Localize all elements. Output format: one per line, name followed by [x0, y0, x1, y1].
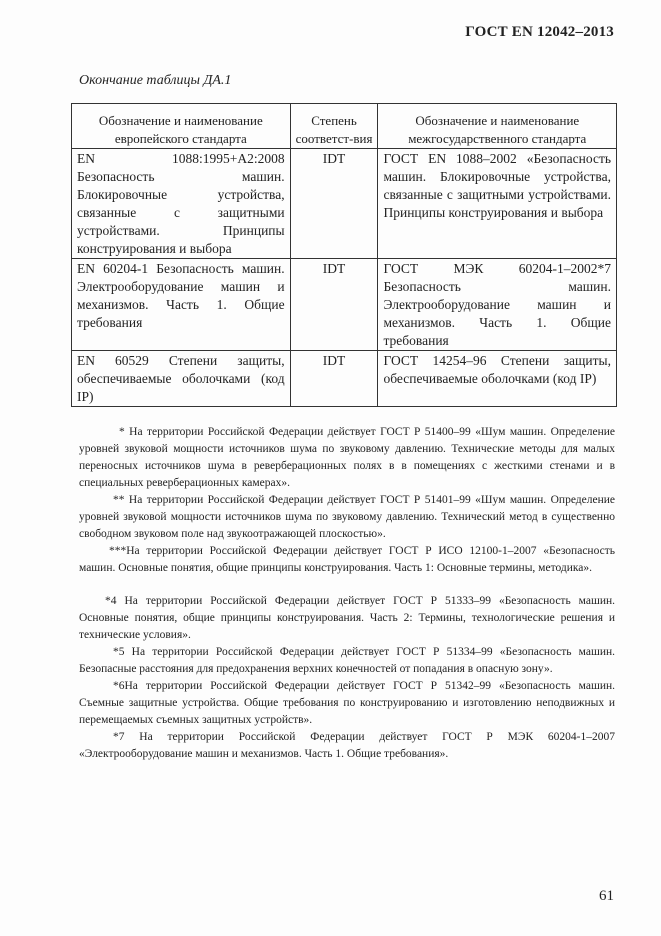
table-cell-interstate: ГОСТ EN 1088–2002 «Безопасность машин. Блокировочные устройства, связанные с защитными устройствами. Принципы конструирования и выбора	[378, 149, 617, 259]
footnote: *4 На территории Российской Федерации действует ГОСТ Р 51333–99 «Безопасность машин. Основные понятия, общие принципы конструирования. Часть 2: Термины, технологические решения и технические условия».	[79, 595, 615, 641]
table-cell-interstate: ГОСТ МЭК 60204-1–2002*7 Безопасность машин. Электрооборудование машин и механизмов. Часть 1. Общие требования	[378, 259, 617, 351]
header-european-standard: Обозначение и наименование европейского стандарта	[72, 104, 291, 149]
footnotes	[79, 424, 615, 763]
table-header-row	[72, 104, 617, 149]
footnote: ** На территории Российской Федерации действует ГОСТ Р 51401–99 «Шум машин. Определение уровней звуковой мощности источников шума по звуковому давлению. Технический метод в существенно свободном звуковом поле над звукоотражающей плоскостью».	[79, 494, 615, 540]
table-caption: Окончание таблицы ДА.1	[79, 73, 232, 88]
table-row	[72, 259, 617, 351]
table-cell-degree: IDT	[290, 351, 378, 407]
standards-table	[71, 103, 617, 407]
footnote: *6На территории Российской Федерации действует ГОСТ Р 51342–99 «Безопасность машин. Съемные защитные устройства. Общие требования по конструированию и изготовлению неподвижных и перемещаемых съемных защитных устройств».	[79, 680, 615, 726]
footnote: *7 На территории Российской Федерации действует ГОСТ Р МЭК 60204-1–2007 «Электрооборудование машин и механизмов. Часть 1. Общие требования».	[79, 731, 615, 760]
header-interstate-standard: Обозначение и наименование межгосударственного стандарта	[378, 104, 617, 149]
table-cell-degree: IDT	[290, 149, 378, 259]
footnote: *5 На территории Российской Федерации действует ГОСТ Р 51334–99 «Безопасность машин. Безопасные расстояния для предохранения верхних конечностей от попадания в опасную зону».	[79, 646, 615, 675]
table-row	[72, 351, 617, 407]
footnote: ***На территории Российской Федерации действует ГОСТ Р ИСО 12100-1–2007 «Безопасность машин. Основные понятия, общие принципы конструирования. Часть 1: Основные термины, методика».	[79, 545, 615, 574]
page-number: 61	[599, 888, 614, 904]
table-cell-european: EN 60529 Степени защиты, обеспечиваемые оболочками (код IP)	[72, 351, 291, 407]
header-degree-of-correspondence: Степень соответст-вия	[290, 104, 378, 149]
table-row	[72, 149, 617, 259]
table-cell-european: EN 60204-1 Безопасность машин. Электрооборудование машин и механизмов. Часть 1. Общие требования	[72, 259, 291, 351]
standard-code-header: ГОСТ EN 12042–2013	[465, 24, 614, 40]
footnote: * На территории Российской Федерации действует ГОСТ Р 51400–99 «Шум машин. Определение уровней звуковой мощности источников шума по звуковому давлению. Технические методы для малых переносных источников шума в реверберационных полях в в помещениях с жесткими стенами и в специальных реверберационных камерах».	[79, 426, 615, 489]
table-cell-interstate: ГОСТ 14254–96 Степени защиты, обеспечиваемые оболочками (код IP)	[378, 351, 617, 407]
table-cell-european: EN 1088:1995+A2:2008 Безопасность машин. Блокировочные устройства, связанные с защитными устройствами. Принципы конструирования и выбора	[72, 149, 291, 259]
table-cell-degree: IDT	[290, 259, 378, 351]
